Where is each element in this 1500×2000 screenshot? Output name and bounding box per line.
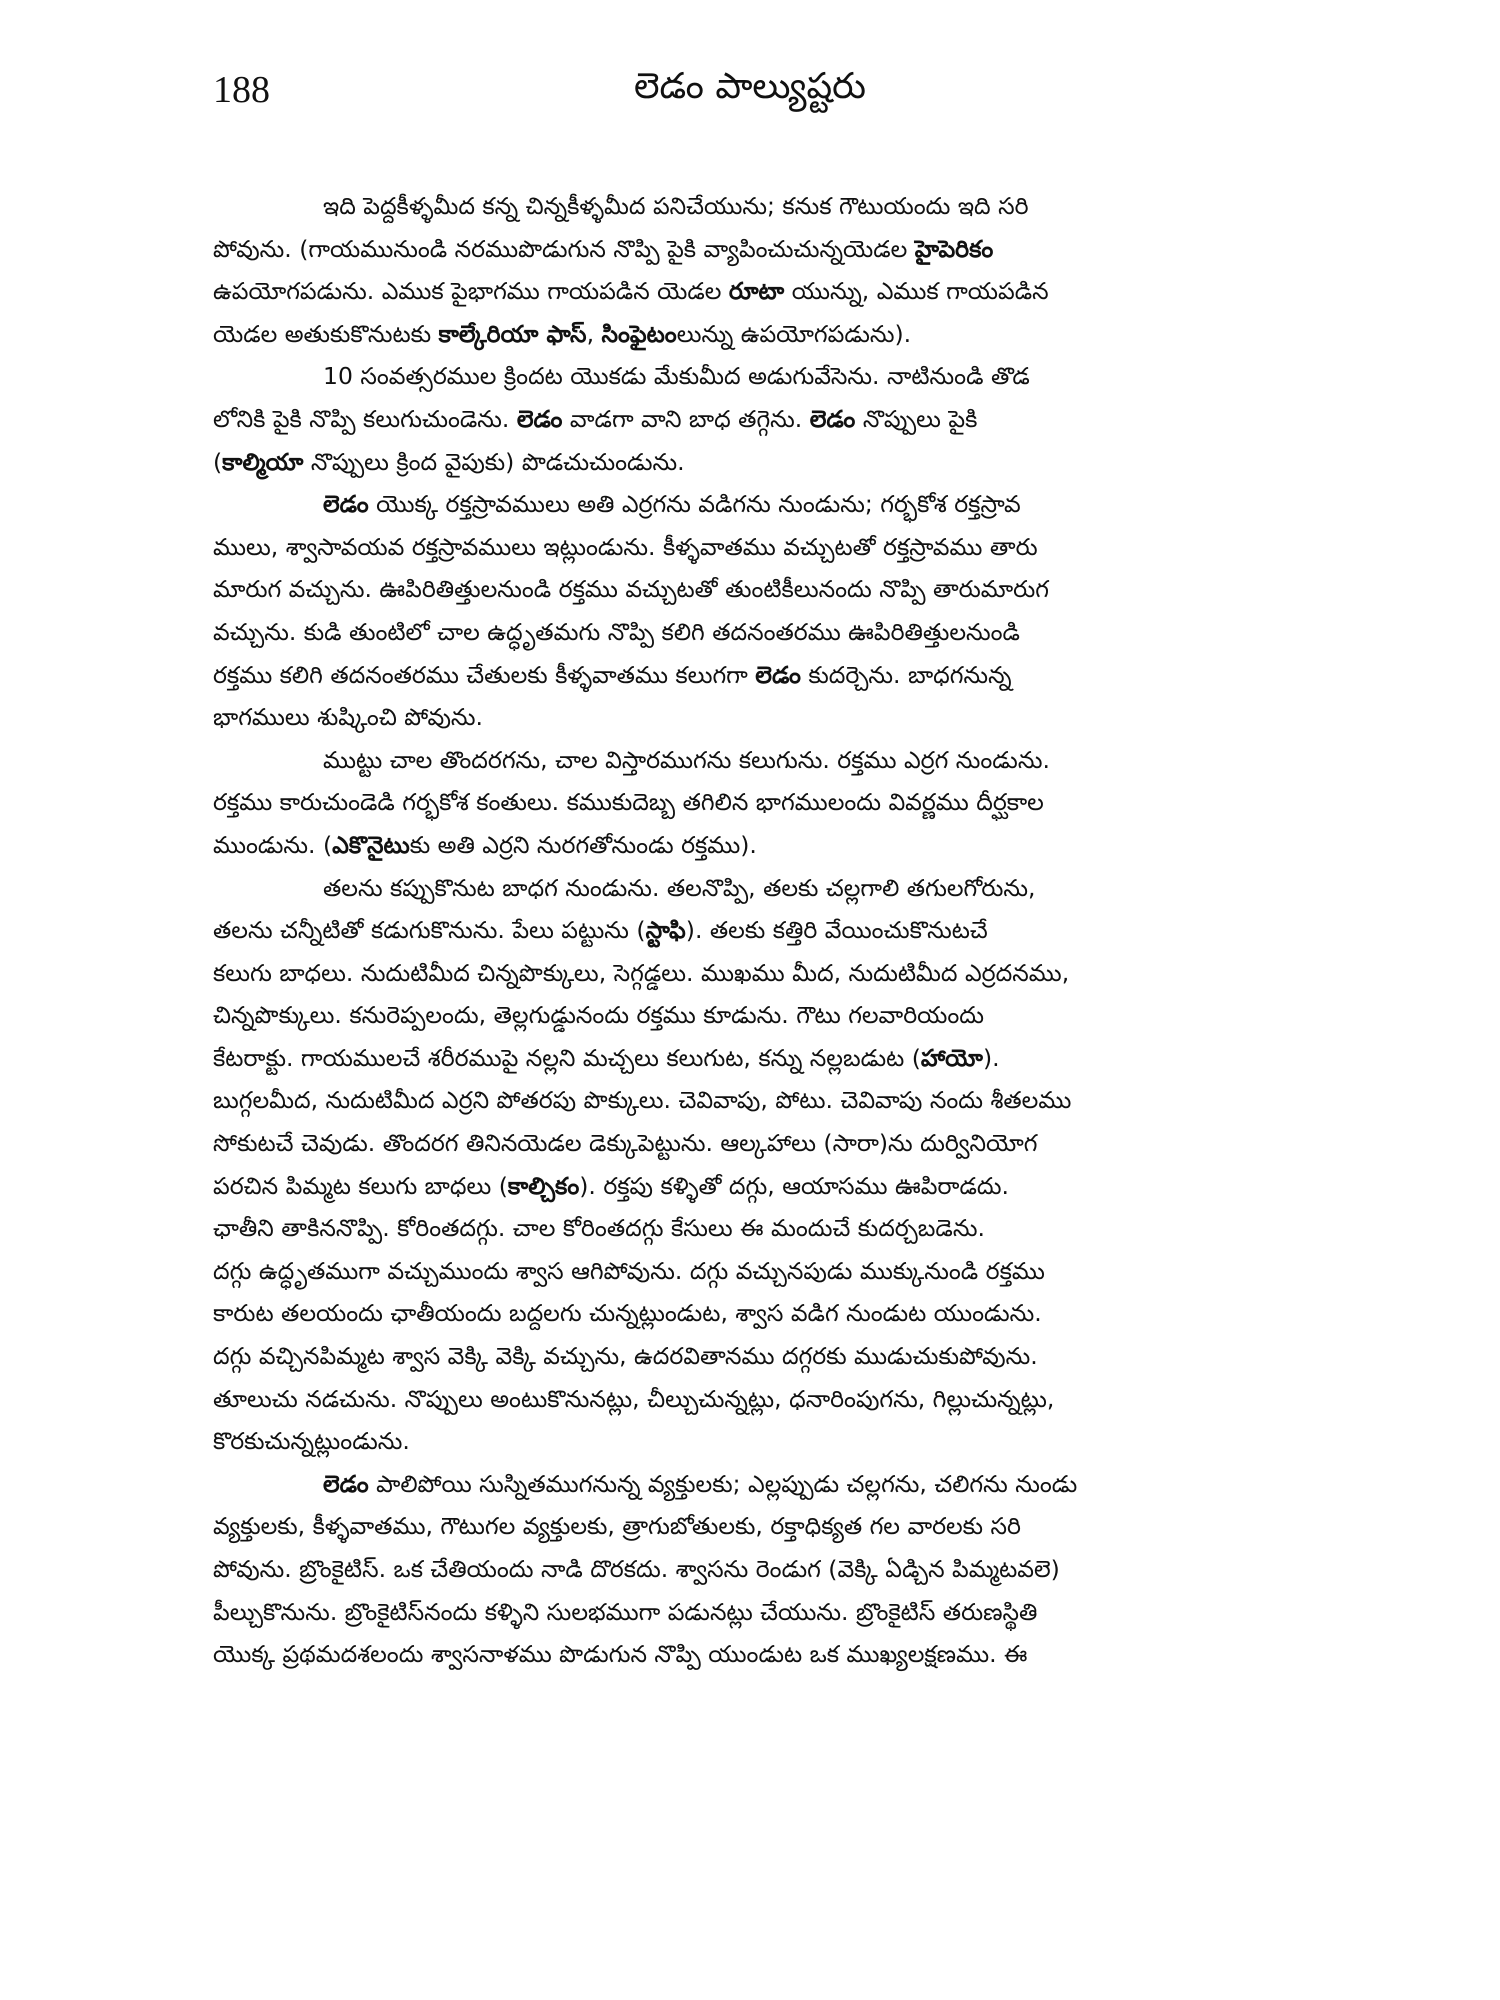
text-line bbox=[213, 1420, 1295, 1463]
text-run: తలను చన్నీటితో కడుగుకొనును. పేలు పట్టును ( bbox=[213, 916, 646, 945]
text-line bbox=[213, 909, 1295, 952]
text-line bbox=[213, 739, 1295, 782]
remedy-name: ఎకొనైటు bbox=[332, 830, 410, 859]
text-run: ఇది పెద్దకీళ్ళమీద కన్న చిన్నకీళ్ళమీద పనిచేయును; కనుక గౌటుయందు ఇది సరి bbox=[323, 192, 1029, 220]
text-line bbox=[213, 1463, 1295, 1506]
paragraph bbox=[213, 185, 1295, 355]
text-run: ముండును. ( bbox=[213, 830, 333, 859]
text-run: బుగ్గలమీద, నుదుటిమీద ఎర్రని పోతరపు పొక్కులు. చెవివాపు, పోటు. చెవివాపు నందు శీతలము bbox=[213, 1086, 1072, 1115]
remedy-name: లెడం bbox=[323, 490, 369, 519]
text-line bbox=[213, 483, 1295, 526]
text-line bbox=[213, 952, 1295, 995]
remedy-name: లెడం bbox=[809, 404, 856, 433]
text-line bbox=[213, 1548, 1295, 1591]
text-run: ఉపయోగపడును. ఎముక పైభాగము గాయపడిన యెడల bbox=[213, 277, 729, 306]
text-line bbox=[213, 568, 1295, 611]
text-run: ముట్టు చాల తొందరగను, చాల విస్తారముగను కలుగును. రక్తము ఎర్రగ నుండును. bbox=[323, 745, 1050, 774]
text-run: పరచిన పిమ్మట కలుగు బాధలు ( bbox=[213, 1171, 508, 1200]
text-run: కలుగు బాధలు. నుదుటిమీద చిన్నపొక్కులు, సెగ్గడ్డలు. ముఖము మీద, నుదుటిమీద ఎర్రదనము, bbox=[213, 958, 1070, 987]
text-line bbox=[213, 355, 1295, 398]
text-run: కు అతి ఎర్రని నురగతోనుండు రక్తము). bbox=[409, 830, 757, 859]
text-run: వ్యక్తులకు, కీళ్ళవాతము, గౌటుగల వ్యక్తులకు, త్రాగుబోతులకు, రక్తాధిక్యత గల వారలకు సరి bbox=[213, 1512, 1021, 1541]
text-line bbox=[213, 654, 1295, 697]
text-line bbox=[213, 994, 1295, 1037]
text-line bbox=[213, 696, 1295, 739]
text-run: ( bbox=[213, 447, 223, 476]
text-run: కారుట తలయందు ఛాతీయందు బద్దలగు చున్నట్లుండుట, శ్వాస వడిగ నుండుట యుండును. bbox=[213, 1299, 1042, 1328]
running-title: లెడం పాల్యుష్టరు bbox=[634, 66, 866, 107]
text-run: దగ్గు ఉద్ధృతముగా వచ్చుముందు శ్వాస ఆగిపోవును. దగ్గు వచ్చునపుడు ముక్కునుండి రక్తము bbox=[213, 1256, 1045, 1285]
body-text bbox=[213, 185, 1295, 1676]
remedy-name: హాయో bbox=[920, 1043, 983, 1072]
remedy-name: లెడం bbox=[755, 660, 801, 689]
text-run: లున్ను ఉపయోగపడును). bbox=[676, 319, 912, 348]
text-run: సోకుటచే చెవుడు. తొందరగ తినినయెడల డెక్కుపెట్టును. ఆల్కహాలు (సారా)ను దుర్వినియోగ bbox=[213, 1129, 1038, 1158]
text-run: యొక్క ప్రథమదశలందు శ్వాసనాళము పొడుగున నొప్పి యుండుట ఒక ముఖ్యలక్షణము. ఈ bbox=[213, 1640, 1028, 1669]
text-line bbox=[213, 1079, 1295, 1122]
remedy-name: లెడం bbox=[323, 1469, 369, 1498]
paragraph bbox=[213, 1463, 1295, 1676]
text-line bbox=[213, 526, 1295, 569]
text-run: ). రక్తపు కళ్ళితో దగ్గు, ఆయాసము ఊపిరాడదు. bbox=[579, 1171, 1010, 1200]
remedy-name: కాల్మియా bbox=[222, 447, 304, 476]
text-run: చిన్నపొక్కులు. కనురెప్పలందు, తెల్లగుడ్డునందు రక్తము కూడును. గౌటు గలవారియందు bbox=[213, 1001, 984, 1030]
text-line bbox=[213, 313, 1295, 356]
text-run: వాడగా వాని బాధ తగ్గెను. bbox=[562, 404, 810, 433]
text-run: కొరకుచున్నట్లుండును. bbox=[213, 1427, 410, 1456]
text-run: యెడల అతుకుకొనుటకు bbox=[213, 319, 439, 348]
remedy-name: సింఫైటం bbox=[601, 319, 677, 348]
text-run: రక్తము కారుచుండెడి గర్భకోశ కంతులు. కముకుదెబ్బ తగిలిన భాగములందు వివర్ణము దీర్ఘకాల bbox=[213, 788, 1044, 817]
text-line bbox=[213, 185, 1295, 228]
text-line bbox=[213, 1378, 1295, 1421]
text-run: కేటరాక్టు. గాయములచే శరీరముపై నల్లని మచ్చలు కలుగుట, కన్ను నల్లబడుట ( bbox=[213, 1043, 921, 1072]
remedy-name: కాల్కేరియా ఫాస్ bbox=[438, 319, 587, 348]
remedy-name: రూటా bbox=[728, 277, 785, 306]
text-line bbox=[213, 781, 1295, 824]
text-run: ). bbox=[982, 1043, 1000, 1072]
text-line bbox=[213, 867, 1295, 910]
text-run: తూలుచు నడచును. నొప్పులు అంటుకొనునట్లు, చీల్చుచున్నట్లు, ధనారింపుగను, గిల్లుచున్నట్లు, bbox=[213, 1384, 1055, 1413]
text-run: నొప్పులు పైకి bbox=[855, 404, 978, 433]
text-line bbox=[213, 398, 1295, 441]
text-line bbox=[213, 1207, 1295, 1250]
text-line bbox=[213, 1037, 1295, 1080]
text-run: ములు, శ్వాసావయవ రక్తస్రావములు ఇట్లుండును. కీళ్ళవాతము వచ్చుటతో రక్తస్రావము తారు bbox=[213, 532, 1038, 561]
text-line bbox=[213, 228, 1295, 271]
text-line bbox=[213, 1505, 1295, 1548]
text-line bbox=[213, 1591, 1295, 1634]
page-number: 188 bbox=[213, 69, 270, 111]
text-line bbox=[213, 611, 1295, 654]
text-line bbox=[213, 270, 1295, 313]
text-run: పాలిపోయి సుస్నితముగనున్న వ్యక్తులకు; ఎల్లప్పుడు చల్లగను, చలిగను నుండు bbox=[368, 1469, 1078, 1498]
remedy-name: కాల్చికం bbox=[507, 1171, 580, 1200]
text-run: కుదర్చెను. బాధగనున్న bbox=[800, 660, 1012, 689]
remedy-name: హైపెరికం bbox=[914, 234, 994, 263]
paragraph bbox=[213, 867, 1295, 1463]
paragraph bbox=[213, 483, 1295, 739]
text-line bbox=[213, 1633, 1295, 1676]
text-run: రక్తము కలిగి తదనంతరము చేతులకు కీళ్ళవాతము కలుగగా bbox=[213, 660, 756, 689]
text-run: 10 సంవత్సరముల క్రిందట యొకడు మేకుమీద అడుగువేసెను. నాటినుండి తొడ bbox=[323, 362, 1030, 391]
text-line bbox=[213, 1335, 1295, 1378]
text-run: లోనికి పైకి నొప్పి కలుగుచుండెను. bbox=[213, 404, 517, 433]
paragraph bbox=[213, 355, 1295, 483]
text-run: యొక్క రక్తస్రావములు అతి ఎర్రగను వడిగను నుండును; గర్భకోశ రక్తస్రావ bbox=[368, 490, 1021, 519]
text-run: ఛాతీని తాకిననొప్పి. కోరింతదగ్గు. చాల కోరింతదగ్గు కేసులు ఈ మందుచే కుదర్చబడెను. bbox=[213, 1214, 985, 1243]
text-run: పోవును. (గాయమునుండి నరముపొడుగున నొప్పి పైకి వ్యాపించుచున్నయెడల bbox=[213, 234, 915, 263]
remedy-name: స్టాఫి bbox=[645, 916, 686, 945]
text-run: దగ్గు వచ్చినపిమ్మట శ్వాస వెక్కి వెక్కి వచ్చును, ఉదరవితానము దగ్గరకు ముడుచుకుపోవును. bbox=[213, 1342, 1038, 1371]
text-run: తలను కప్పుకొనుట బాధగ నుండును. తలనొప్పి, తలకు చల్లగాలి తగులగోరును, bbox=[323, 873, 1036, 902]
text-run: , bbox=[586, 319, 602, 348]
text-run: పోవును. బ్రొంకైటిస్. ఒక చేతియందు నాడి దొరకదు. శ్వాసను రెండుగ (వెక్కి ఏడ్చిన పిమ్మటవలె) bbox=[213, 1555, 1060, 1583]
remedy-name: లెడం bbox=[516, 404, 563, 433]
text-run: భాగములు శుష్కించి పోవును. bbox=[213, 703, 484, 732]
paragraph bbox=[213, 739, 1295, 867]
text-line bbox=[213, 1250, 1295, 1293]
page-header bbox=[0, 60, 1500, 130]
text-run: నొప్పులు క్రింద వైపుకు) పొడచుచుండును. bbox=[303, 447, 685, 476]
text-line bbox=[213, 1122, 1295, 1165]
text-run: పీల్చుకొనును. బ్రొంకైటిస్‌నందు కళ్ళిని సులభముగా పడునట్లు చేయును. బ్రొంకైటిస్ తరుణస్థితి bbox=[213, 1597, 1038, 1626]
text-line bbox=[213, 824, 1295, 867]
text-run: వచ్చును. కుడి తుంటిలో చాల ఉద్ధృతమగు నొప్పి కలిగి తదనంతరము ఊపిరితిత్తులనుండి bbox=[213, 617, 1020, 646]
text-line bbox=[213, 1165, 1295, 1208]
text-run: యున్ను, ఎముక గాయపడిన bbox=[784, 277, 1049, 306]
text-run: ). తలకు కత్తిరి వేయించుకొనుటచే bbox=[685, 916, 988, 945]
text-line bbox=[213, 1292, 1295, 1335]
text-line bbox=[213, 441, 1295, 484]
text-run: మారుగ వచ్చును. ఊపిరితిత్తులనుండి రక్తము వచ్చుటతో తుంటికీలునందు నొప్పి తారుమారుగ bbox=[213, 575, 1049, 604]
